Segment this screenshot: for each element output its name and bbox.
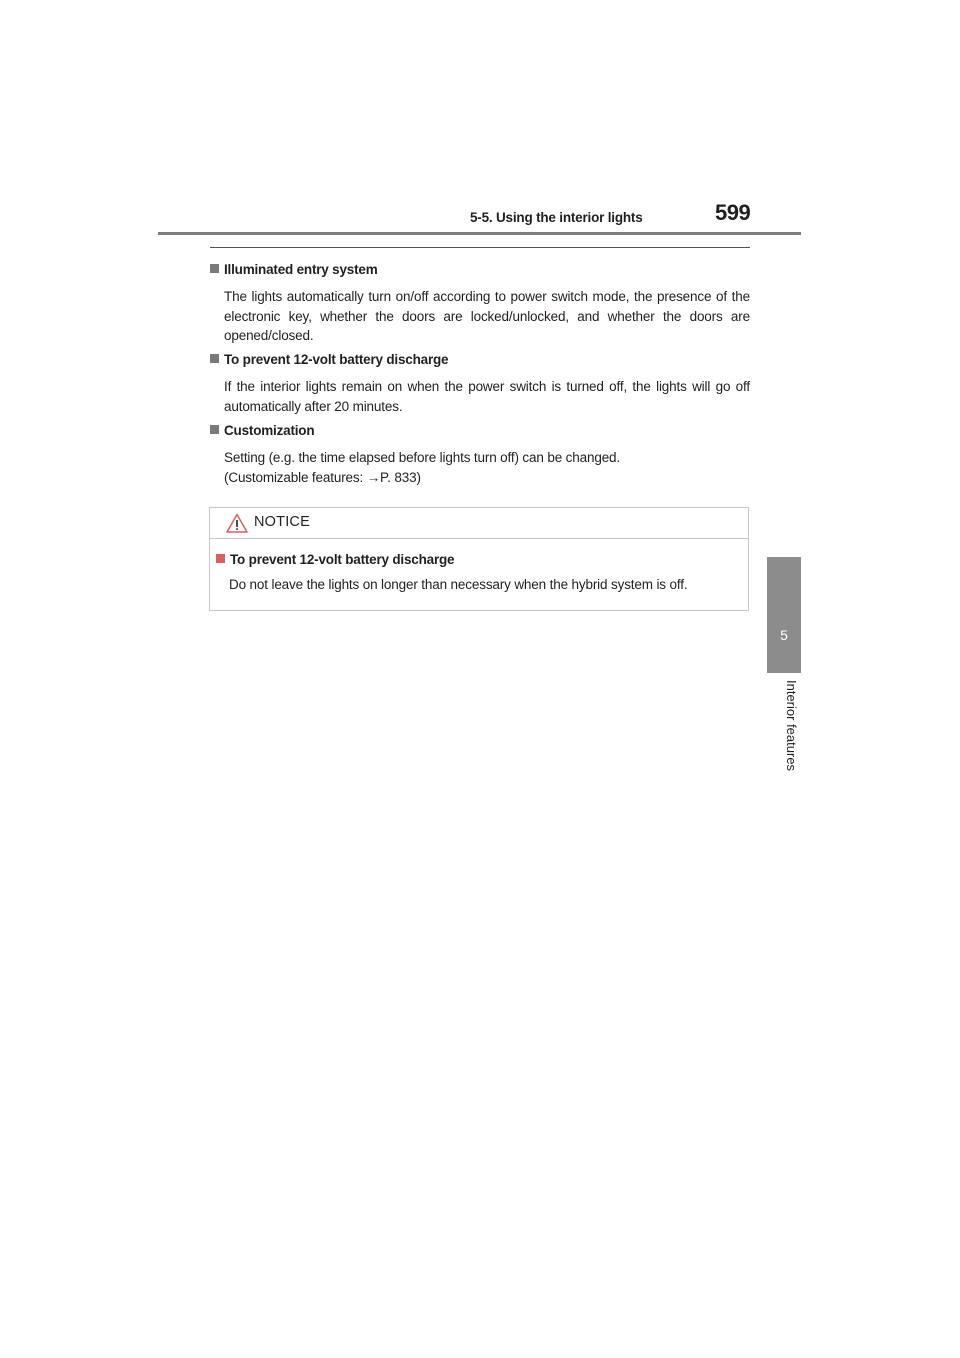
square-bullet-icon — [210, 354, 219, 363]
notice-box — [209, 507, 749, 611]
section-battery-discharge — [210, 351, 750, 416]
chapter-label: Interior features — [784, 680, 799, 772]
section-heading: Illuminated entry system — [210, 261, 750, 279]
section-body: Setting (e.g. the time elapsed before lights turn off) can be changed. (Customizable features: →P. 833) — [224, 450, 621, 485]
header-rule — [158, 232, 801, 235]
square-bullet-icon — [216, 554, 225, 563]
content-top-rule — [210, 247, 750, 248]
warning-triangle-icon — [226, 513, 248, 533]
notice-title: NOTICE — [254, 514, 310, 530]
square-bullet-icon — [210, 264, 219, 273]
square-bullet-icon — [210, 425, 219, 434]
section-heading: To prevent 12-volt battery discharge — [210, 351, 750, 369]
notice-body: Do not leave the lights on longer than necessary when the hybrid system is off. — [229, 577, 688, 592]
section-title: 5-5. Using the interior lights — [470, 210, 643, 225]
page-number: 599 — [715, 200, 751, 225]
section-body: The lights automatically turn on/off according to power switch mode, the presence of the electronic key, whether the doors are locked/unlocked, and whether the doors are opened/closed. — [224, 289, 750, 343]
section-illuminated-entry — [210, 261, 750, 346]
section-body: If the interior lights remain on when the power switch is turned off, the lights will go off automatically after 20 minutes. — [224, 379, 750, 414]
section-customization — [210, 422, 750, 487]
chapter-tab — [767, 557, 801, 673]
notice-heading: To prevent 12-volt battery discharge — [216, 552, 454, 567]
section-heading: Customization — [210, 422, 750, 440]
notice-header — [210, 508, 748, 539]
chapter-number: 5 — [780, 627, 788, 643]
